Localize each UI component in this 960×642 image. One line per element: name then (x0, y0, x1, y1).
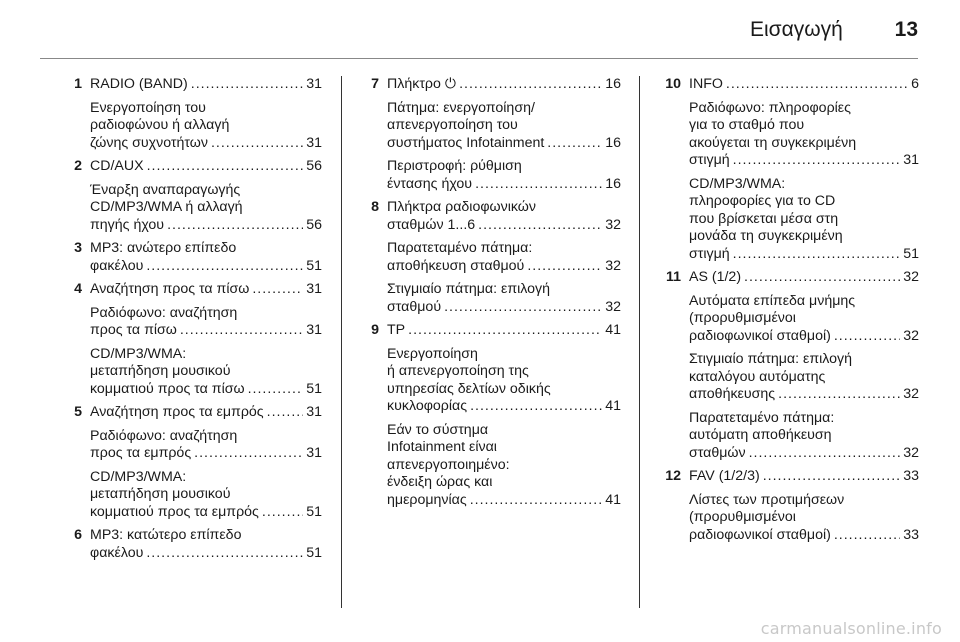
entry-description (689, 100, 919, 170)
item-number: 8 (371, 199, 379, 215)
entry-text: Ραδιόφωνο: πληροφορίες (689, 99, 851, 116)
dot-leader (834, 527, 900, 545)
entry-text: ημερομηνίας (387, 491, 467, 508)
entry-heading (90, 240, 322, 275)
entry-text: Στιγμιαίο πάτημα: επιλογή (387, 281, 551, 297)
index-entry (58, 76, 322, 152)
dot-leader (547, 135, 602, 153)
entry-text: αυτόματη αποθήκευση (689, 427, 832, 443)
dot-leader (180, 322, 303, 340)
column-2 (355, 76, 621, 515)
item-number: 2 (74, 158, 82, 174)
item-number: 3 (74, 240, 82, 256)
entry-text: Αναζήτηση προς τα εμπρός (90, 404, 264, 420)
entry-text: CD/MP3/WMA: (90, 345, 187, 362)
entry-description (90, 182, 322, 235)
entry-heading (387, 76, 621, 94)
entry-heading (90, 527, 322, 562)
entry-text: που βρίσκεται μέσα στη (689, 210, 839, 227)
entry-text: ραδιοφωνικοί σταθμοί) (689, 327, 831, 344)
page-reference: 33 (903, 526, 919, 543)
entry-description (90, 469, 322, 522)
entry-description (90, 100, 322, 153)
page-reference: 32 (903, 327, 919, 344)
entry-text: Λίστες των προτιμήσεων (689, 491, 845, 508)
page-reference: 56 (306, 158, 322, 174)
entry-text: πηγής ήχου (90, 216, 165, 233)
item-number: 10 (665, 76, 681, 92)
entry-text: απενεργοποιημένο: (387, 456, 510, 473)
entry-description (387, 240, 621, 275)
dot-leader (146, 545, 303, 563)
page-reference: 32 (903, 444, 919, 461)
page-reference: 16 (605, 76, 621, 92)
entry-text: CD/AUX (90, 158, 144, 174)
entry-text: Infotainment είναι (387, 439, 497, 455)
entry-text: Στιγμιαίο πάτημα: επιλογή (689, 351, 853, 367)
column-divider (341, 76, 342, 608)
entry-text: σταθμών (689, 444, 746, 461)
entry-description (689, 351, 919, 404)
entry-text: Αναζήτηση προς τα πίσω (90, 281, 250, 297)
dot-leader (167, 217, 303, 235)
page-header (0, 18, 918, 42)
dot-leader (778, 386, 900, 404)
dot-leader (252, 281, 303, 299)
entry-description (689, 293, 919, 346)
page-reference: 51 (306, 257, 322, 274)
dot-leader (211, 135, 303, 153)
entry-description (387, 100, 621, 153)
entry-heading (689, 76, 919, 94)
entry-text: συστήματος Infotainment (387, 134, 545, 151)
page-reference: 31 (306, 445, 322, 461)
page-reference: 16 (605, 175, 621, 192)
entry-text: μονάδα τη συγκεκριμένη (689, 228, 843, 244)
entry-text: Πλήκτρα ραδιοφωνικών (387, 199, 536, 215)
item-number: 9 (371, 322, 379, 338)
dot-leader (527, 258, 602, 276)
entry-heading (387, 322, 621, 340)
entry-text: ακούγεται τη συγκεκριμένη (689, 134, 857, 151)
entry-text: TP (387, 322, 406, 338)
column-3 (657, 76, 919, 550)
entry-description (387, 422, 621, 510)
entry-text: Περιστροφή: ρύθμιση (387, 158, 522, 174)
entry-text: για το σταθμό που (689, 117, 805, 133)
entry-description (90, 428, 322, 463)
entry-heading (90, 404, 322, 422)
entry-text: φακέλου (90, 544, 144, 561)
page-reference: 32 (605, 298, 621, 315)
page-reference: 51 (306, 544, 322, 561)
entry-text: Ενεργοποίηση του (90, 99, 206, 116)
entry-text: σταθμού (387, 298, 442, 315)
dot-leader (459, 76, 602, 94)
index-entry (657, 468, 919, 544)
entry-text: Πλήκτρο ⏻ (387, 76, 457, 92)
entry-text: ραδιοφώνου ή αλλαγή (90, 117, 230, 133)
entry-text: Έναρξη αναπαραγωγής (90, 181, 241, 198)
dot-leader (749, 445, 901, 463)
entry-description (387, 158, 621, 193)
dot-leader (470, 398, 602, 416)
entry-description (387, 281, 621, 316)
dot-leader (470, 492, 603, 510)
index-entry (657, 269, 919, 462)
column-1 (58, 76, 322, 568)
page-reference: 31 (306, 134, 322, 151)
index-entry (355, 199, 621, 316)
page-reference: 31 (306, 281, 322, 297)
entry-heading (90, 158, 322, 176)
entry-text: προς τα πίσω (90, 322, 177, 338)
entry-description (689, 410, 919, 463)
dot-leader (763, 468, 901, 486)
entry-text: Παρατεταμένο πάτημα: (387, 240, 533, 256)
page-reference: 41 (605, 398, 621, 414)
entry-text: έντασης ήχου (387, 175, 473, 192)
dot-leader (834, 328, 900, 346)
entry-text: Ραδιόφωνο: αναζήτηση (90, 427, 238, 444)
entry-text: Πάτημα: ενεργοποίηση/ (387, 99, 535, 116)
page-reference: 51 (306, 503, 322, 520)
entry-text: Παρατεταμένο πάτημα: (689, 409, 835, 426)
entry-description (90, 305, 322, 340)
page-reference: 31 (903, 152, 919, 168)
page-reference: 41 (605, 491, 621, 508)
entry-text: κομματιού προς τα εμπρός (90, 503, 259, 520)
page-reference: 32 (605, 216, 621, 233)
dot-leader (478, 217, 602, 235)
entry-text: (προρυθμισμένοι (689, 509, 796, 525)
index-entry (58, 158, 322, 234)
entry-heading (90, 76, 322, 94)
entry-text: φακέλου (90, 257, 144, 274)
dot-leader (444, 299, 602, 317)
index-entry (58, 404, 322, 521)
entry-text: INFO (689, 76, 723, 92)
entry-description (90, 346, 322, 399)
entry-text: αποθήκευσης (689, 386, 776, 402)
dot-leader (733, 246, 901, 264)
dot-leader (733, 152, 901, 170)
dot-leader (475, 176, 602, 194)
page-reference: 32 (903, 269, 919, 285)
entry-heading (689, 468, 919, 486)
entry-text: υπηρεσίας δελτίων οδικής (387, 380, 551, 397)
entry-text: στιγμή (689, 245, 730, 262)
entry-text: ή απενεργοποίηση της (387, 363, 529, 379)
entry-text: Ενεργοποίηση (387, 345, 478, 362)
page-reference: 31 (306, 322, 322, 338)
entry-text: (προρυθμισμένοι (689, 310, 796, 326)
page-reference: 41 (605, 322, 621, 338)
dot-leader (194, 445, 303, 463)
dot-leader (408, 322, 602, 340)
entry-text: μεταπήδηση μουσικού (90, 486, 231, 502)
entry-text: κυκλοφορίας (387, 398, 468, 414)
page-reference: 51 (903, 245, 919, 262)
entry-text: στιγμή (689, 152, 730, 168)
item-number: 4 (74, 281, 82, 297)
index-entry (657, 76, 919, 263)
column-divider (639, 76, 640, 608)
entry-heading (689, 269, 919, 287)
entry-text: σταθμών 1...6 (387, 216, 476, 233)
page-title: Εισαγωγή (749, 18, 843, 41)
item-number: 11 (666, 269, 681, 285)
page-reference: 31 (306, 76, 322, 92)
page-reference: 51 (306, 380, 322, 397)
item-number: 12 (665, 468, 681, 484)
entry-text: ραδιοφωνικοί σταθμοί) (689, 526, 831, 543)
entry-text: αποθήκευση σταθμού (387, 257, 525, 274)
entry-text: Αυτόματα επίπεδα μνήμης (689, 292, 856, 309)
entry-description (387, 346, 621, 416)
index-entry (355, 322, 621, 509)
dot-leader (147, 158, 304, 176)
header-rule (40, 58, 918, 59)
entry-text: προς τα εμπρός (90, 445, 192, 461)
page-reference: 32 (605, 257, 621, 274)
dot-leader (248, 381, 304, 399)
entry-text: AS (1/2) (689, 269, 742, 285)
entry-heading (387, 199, 621, 234)
dot-leader (146, 258, 303, 276)
index-entry (58, 527, 322, 562)
page-reference: 16 (605, 134, 621, 151)
entry-text: RADIO (BAND) (90, 76, 188, 92)
entry-text: ένδειξη ώρας και (387, 474, 493, 490)
dot-leader (262, 504, 303, 522)
page-number: 13 (894, 18, 918, 41)
entry-text: μεταπήδηση μουσικού (90, 363, 231, 379)
entry-text: CD/MP3/WMA: (90, 468, 187, 485)
entry-description (689, 492, 919, 545)
page-reference: 31 (306, 404, 322, 420)
index-entry (355, 76, 621, 193)
dot-leader (744, 269, 900, 287)
entry-text: Ραδιόφωνο: αναζήτηση (90, 304, 238, 321)
entry-text: καταλόγου αυτόματης (689, 368, 826, 385)
entry-text: ζώνης συχνοτήτων (90, 134, 208, 151)
entry-text: CD/MP3/WMA ή αλλαγή (90, 199, 243, 215)
page-reference: 32 (903, 386, 919, 402)
entry-text: CD/MP3/WMA: (689, 175, 786, 192)
entry-heading (90, 281, 322, 299)
page-reference: 56 (306, 216, 322, 233)
index-entry (58, 240, 322, 275)
entry-text: MP3: κατώτερο επίπεδο (90, 527, 242, 543)
item-number: 1 (74, 76, 82, 92)
item-number: 7 (371, 76, 379, 92)
entry-text: κομματιού προς τα πίσω (90, 380, 245, 397)
item-number: 5 (74, 404, 82, 420)
item-number: 6 (74, 527, 82, 543)
watermark: carmanualsonline.info (760, 619, 942, 638)
dot-leader (191, 76, 303, 94)
entry-text: MP3: ανώτερο επίπεδο (90, 240, 237, 256)
entry-description (689, 176, 919, 264)
entry-text: FAV (1/2/3) (689, 468, 760, 484)
dot-leader (267, 404, 304, 422)
page-reference: 33 (903, 468, 919, 484)
entry-text: Εάν το σύστημα (387, 421, 489, 438)
dot-leader (726, 76, 908, 94)
entry-text: απενεργοποίηση του (387, 117, 518, 133)
page-reference: 6 (911, 76, 919, 92)
index-entry (58, 281, 322, 398)
entry-text: πληροφορίες για το CD (689, 193, 836, 209)
